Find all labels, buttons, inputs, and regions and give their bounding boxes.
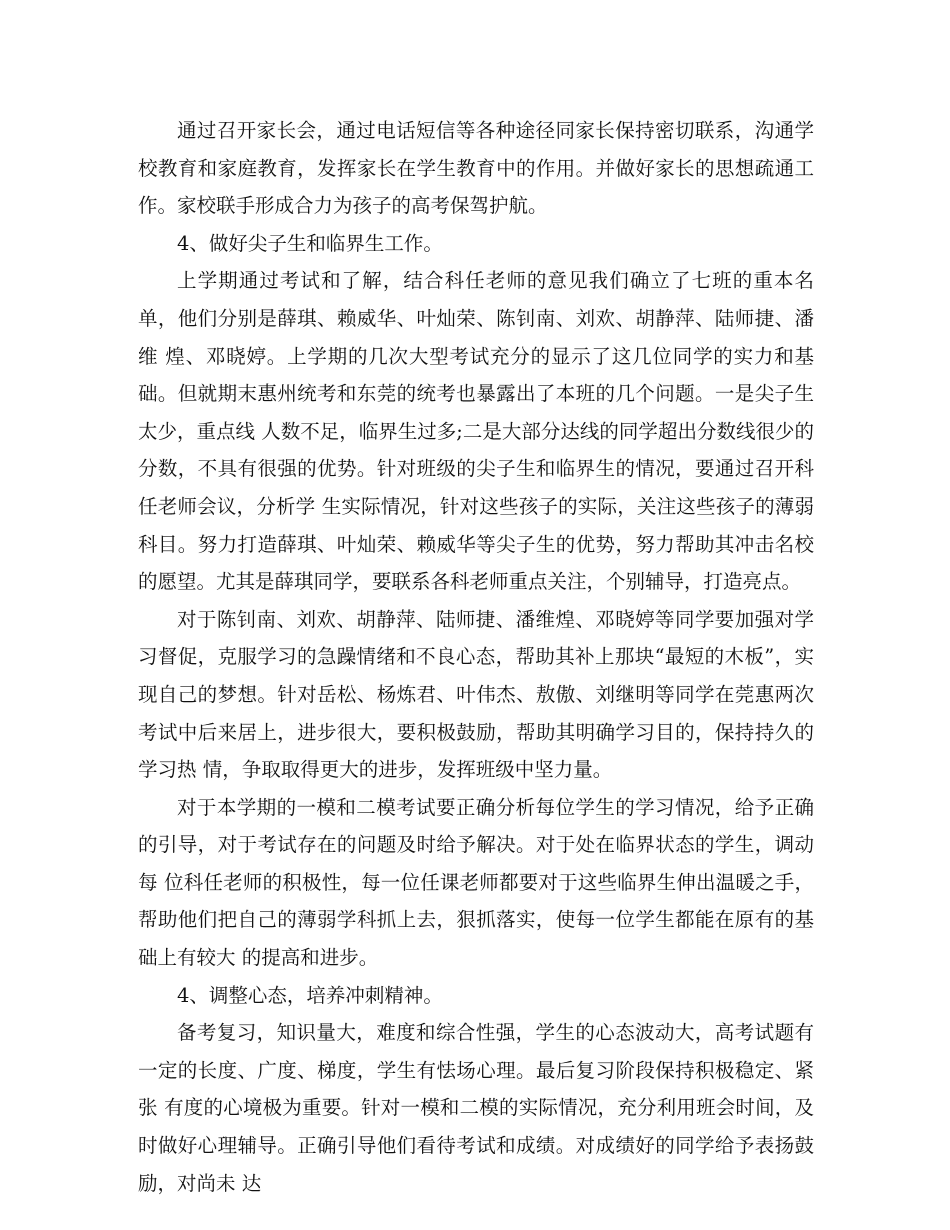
paragraph-student-supervision: 对于陈钊南、刘欢、胡静萍、陆师捷、潘维煌、邓晓婷等同学要加强对学习督促，克服学习的急躁情绪和不良心态，帮助其补上那块“最短的木板”，实 现自己的梦想。针对岳松、杨炼君、叶伟杰、敖傲、刘继明等同学在莞惠两次考试中后来居上，进步很大，要积极鼓励，帮助其明确学习目的，保持持久的学习热 情，争取取得更大的进步，发挥班级中坚力量。 <box>138 607 814 782</box>
section-heading-top-and-borderline-students: 4、做好尖子生和临界生工作。 <box>177 231 443 255</box>
paragraph-home-school-communication: 通过召开家长会，通过电话短信等各种途径同家长保持密切联系，沟通学校教育和家庭教育，发挥家长在学生教育中的作用。并做好家长的思想疏通工作。家校联手形成合力为孩子的高考保驾护航。 <box>138 119 814 218</box>
paragraph-exam-preparation-mindset: 备考复习，知识量大，难度和综合性强，学生的心态波动大，高考试题有一定的长度、广度、梯度，学生有怯场心理。最后复习阶段保持积极稳定、紧张 有度的心境极为重要。针对一模和二模的实际情况，充分利用班会时间，及时做好心理辅导。正确引导他们看待考试和成绩。对成绩好的同学给予表扬鼓励，对尚未 达 <box>138 1021 814 1195</box>
section-heading-mindset-adjustment: 4、调整心态，培养冲刺精神。 <box>177 983 443 1007</box>
paragraph-mock-exam-analysis: 对于本学期的一模和二模考试要正确分析每位学生的学习情况，给予正确的引导，对于考试存在的问题及时给予解决。对于处在临界状态的学生，调动每 位科任老师的积极性，每一位任课老师都要对于这些临界生伸出温暖之手，帮助他们把自己的薄弱学科抓上去，狠抓落实，使每一位学生都能在原有的基础上有较大 的提高和进步。 <box>138 795 814 970</box>
paragraph-key-student-list: 上学期通过考试和了解，结合科任老师的意见我们确立了七班的重本名单，他们分别是薛琪、赖威华、叶灿荣、陈钊南、刘欢、胡静萍、陆师捷、潘维 煌、邓晓婷。上学期的几次大型考试充分的显示了这几位同学的实力和基础。但就期末惠州统考和东莞的统考也暴露出了本班的几个问题。一是尖子生太少，重点线 人数不足，临界生过多;二是大部分达线的同学超出分数线很少的分数，不具有很强的优势。针对班级的尖子生和临界生的情况，要通过召开科任老师会议，分析学 生实际情况，针对这些孩子的实际，关注这些孩子的薄弱科目。努力打造薛琪、叶灿荣、赖威华等尖子生的优势，努力帮助其冲击名校的愿望。尤其是薛琪同学，要联系各科老师重点关注，个别辅导，打造亮点。 <box>138 269 814 594</box>
document-body <box>138 112 814 1202</box>
